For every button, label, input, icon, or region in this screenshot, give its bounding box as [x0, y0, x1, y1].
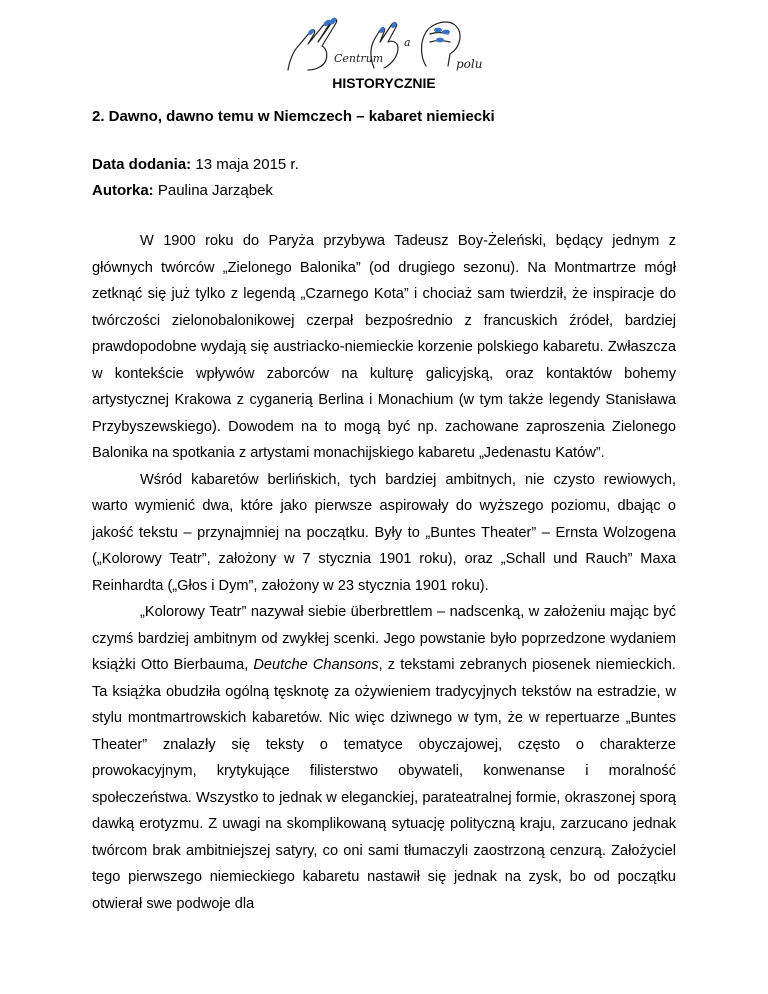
book-title: Deutche Chansons [253, 657, 379, 673]
author-line [92, 182, 273, 200]
centrum-a-polu-logo [280, 10, 490, 78]
logo-script-polu: polu [456, 57, 483, 71]
paragraph-3 [92, 599, 676, 917]
date-line [92, 156, 299, 174]
logo-letter-a: a [404, 36, 411, 49]
date-value: 13 maja 2015 r. [195, 156, 299, 173]
author-value: Paulina Jarząbek [157, 182, 273, 199]
paragraph-1: W 1900 roku do Paryża przybywa Tadeusz Boy-Żeleński, będący jednym z głównych twórców „Zielonego Balonika” (od drugiego sezonu). Na Montmartrze mógł zetknąć się już tylko z legendą „Czarnego Kota” i chociaż sam twierdził, że inspiracje do twórczości zielonobalonikowej czerpał bezpośrednio z francuskich źródeł, bardziej prawdopodobne wydają się austriacko-niemieckie korzenie polskiego kabaretu. Zwłaszcza w kontekście wpływów zaborców na kulturę galicyjską, oraz kontaktów bohemy artystycznej Krakowa z cyganerią Berlina i Monachium (w tym także legendy Stanisława Przybyszewskiego). Dowodem na to mogą być np. zachowane zaproszenia Zielonego Balonika na spotkania z artystami monachijskiego kabaretu „Jedenastu Katów”. [92, 233, 676, 461]
paragraph-3-text-before: „Kolorowy Teatr” nazywał siebie überbrettlem – nadscenką, w założeniu mając być czymś bardziej ambitnym od zwykłej scenki. Jego powstanie było poprzedzone wydaniem książki Otto Bierbauma, [92, 604, 676, 673]
logo-script-centrum: Centrum [334, 52, 384, 65]
article-body [92, 228, 676, 917]
date-label: Data dodania: [92, 156, 192, 173]
author-label: Autorka: [92, 182, 154, 199]
paragraph-3-text-after: , z tekstami zebranych piosenek niemieckich. Ta książka obudziła ogólną tęsknotę za ożywieniem tradycyjnych tekstów na estradzie, w stylu montmartrowskich kabaretów. Nic więc dziwnego w tym, że w repertuarze „Buntes Theater” znalazły się teksty o tematyce obyczajowej, często o charakterze prowokacyjnym, krytykujące filisterstwo obywateli, konwenanse i moralność społeczeństwa. Wszystko to jednak w eleganckiej, parateatralnej formie, okraszonej sporą dawką erotyzmu. Z uwagi na skomplikowaną sytuację polityczną kraju, zarzucano jednak twórcom brak ambitniejszej satyry, co oni sami tłumaczyli zaostrzoną cenzurą. Założyciel tego pierwszego niemieckiego kabaretu nastawił się jednak na zysk, bo od początku otwierał swe podwoje dla [92, 657, 676, 912]
section-heading: HISTORYCZNIE [332, 75, 436, 91]
article-title: 2. Dawno, dawno temu w Niemczech – kabaret niemiecki [92, 108, 495, 125]
paragraph-2: Wśród kabaretów berlińskich, tych bardziej ambitnych, nie czysto rewiowych, warto wymienić dwa, które jako pierwsze aspirowały do wyższego poziomu, dbając o jakość tekstu – przynajmniej na początku. Były to „Buntes Theater” – Ernsta Wolzogena („Kolorowy Teatr”, założony w 7 stycznia 1901 roku), oraz „Schall und Rauch” Maxa Reinhardta („Głos i Dym”, założony w 23 stycznia 1901 roku). [92, 471, 676, 594]
